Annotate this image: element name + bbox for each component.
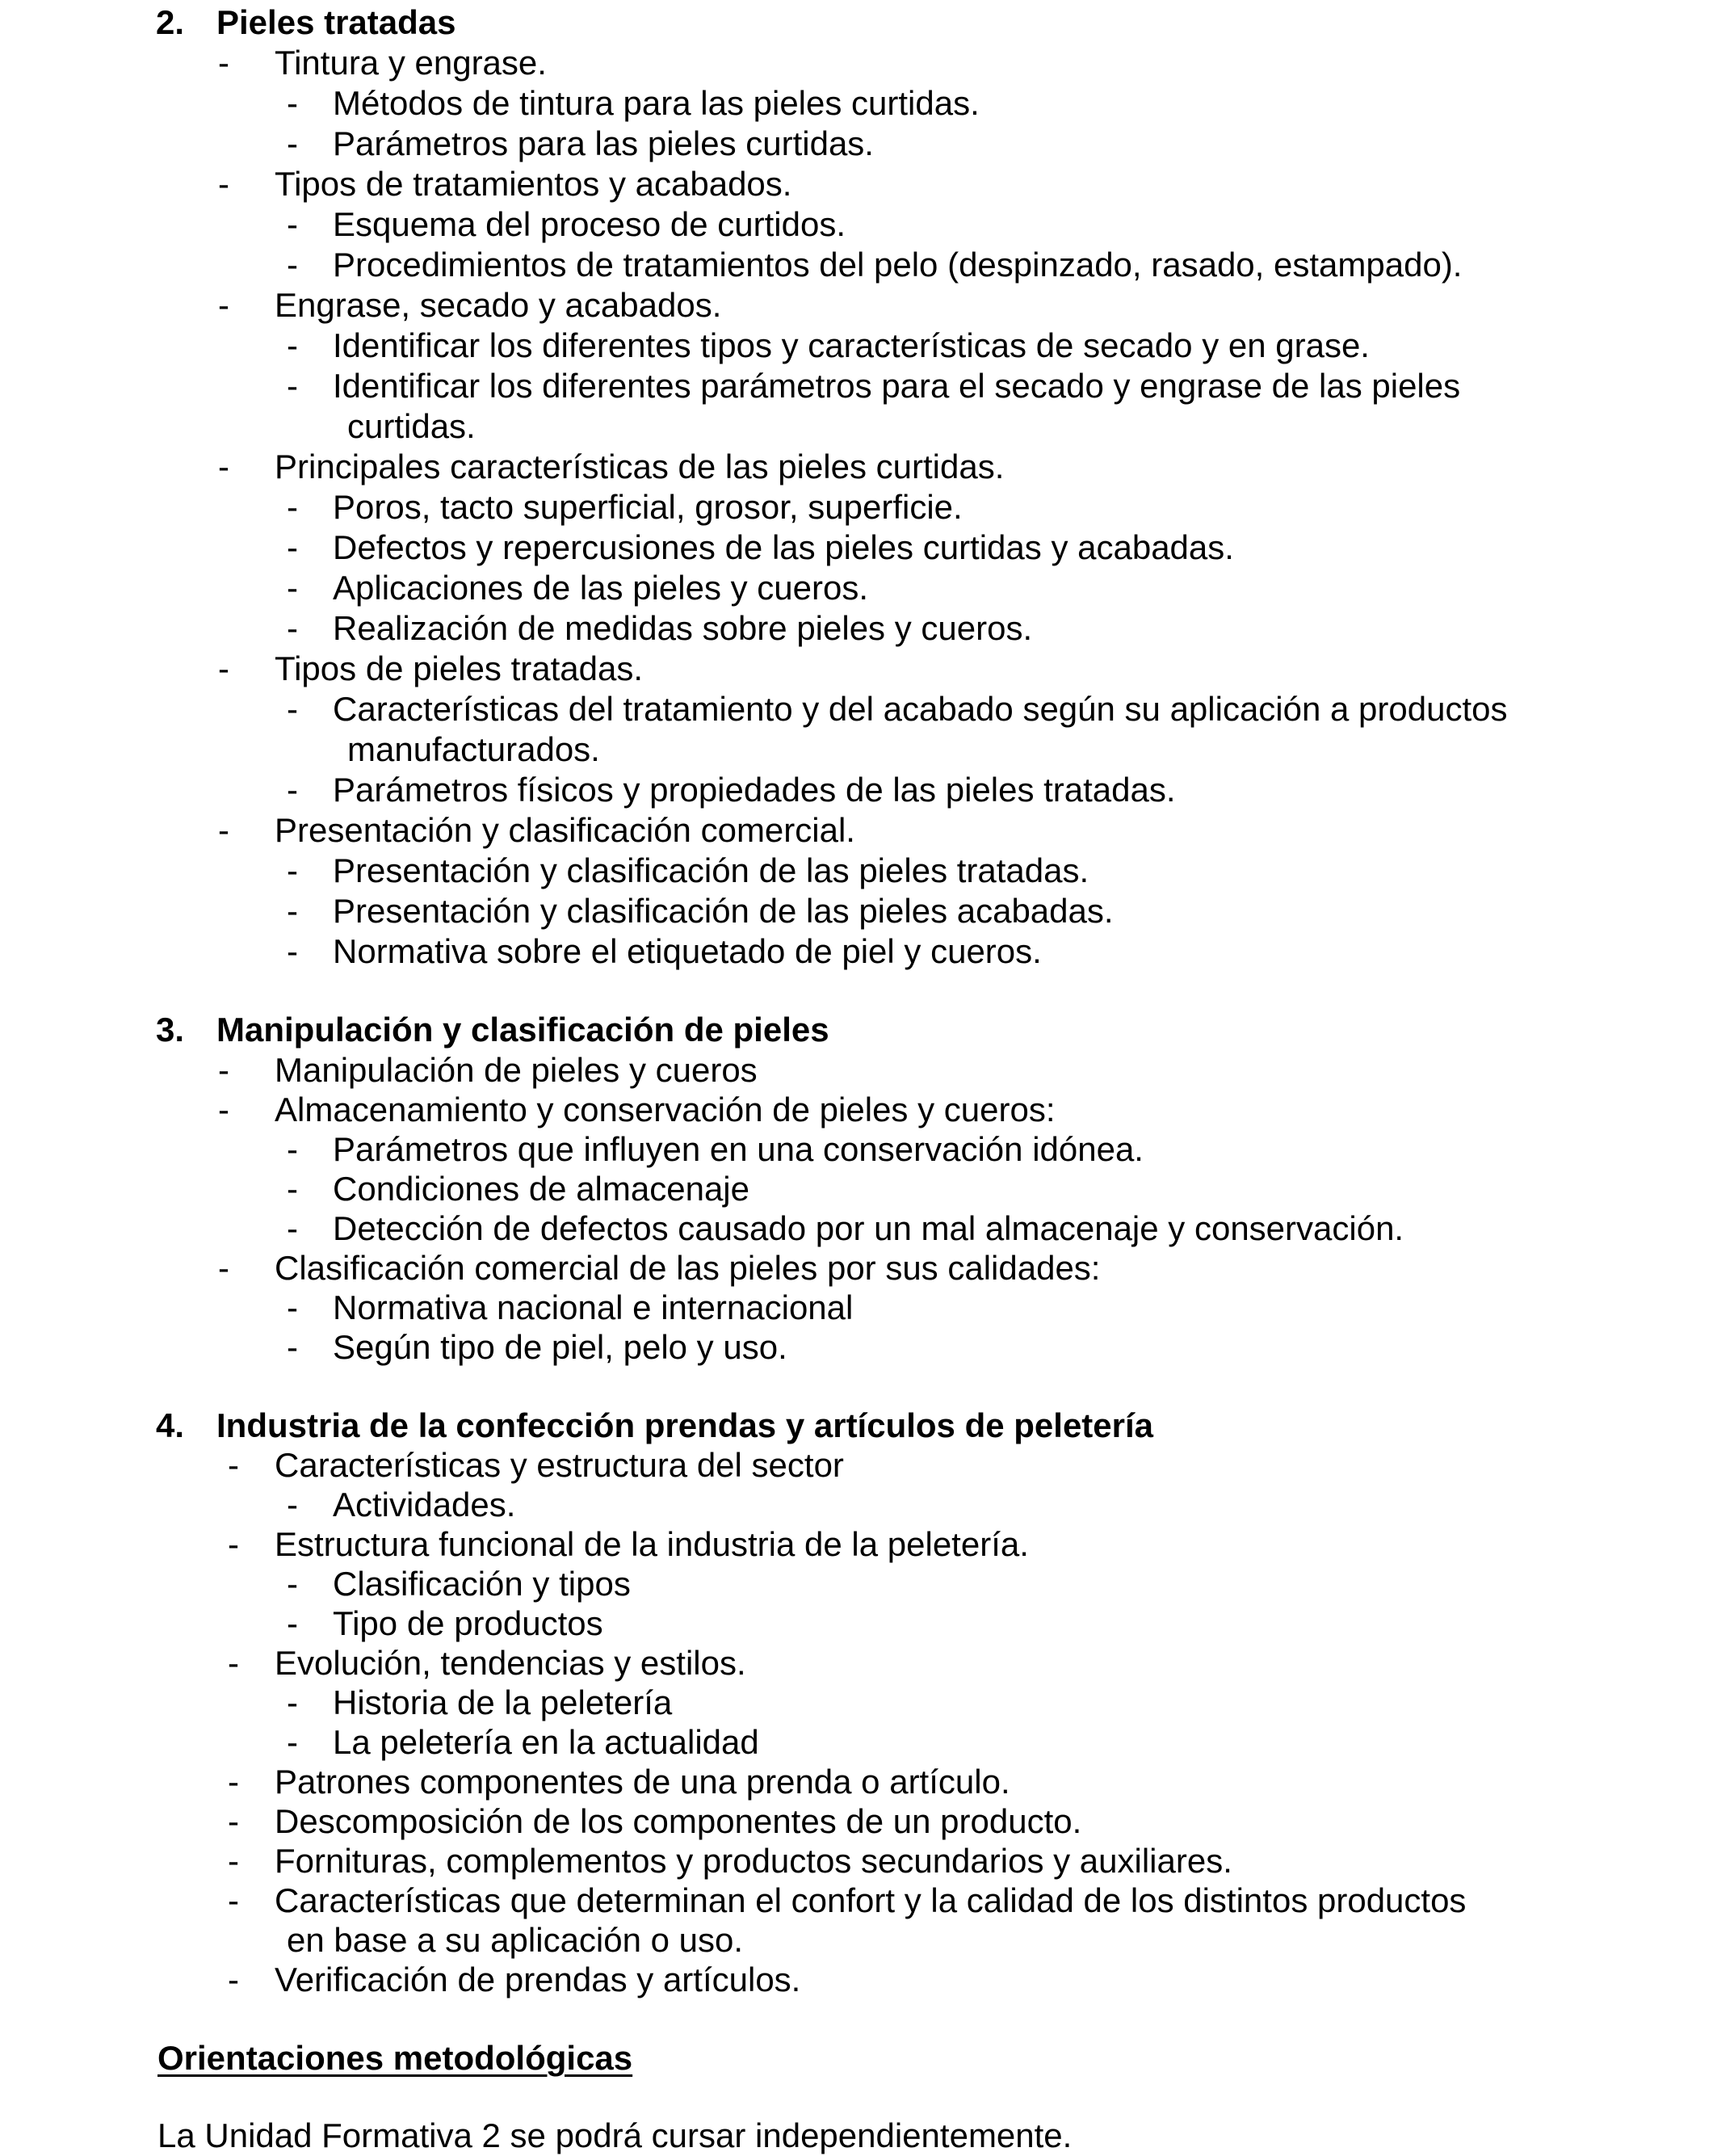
list-item-continuation: en base a su aplicación o uso. — [287, 1921, 744, 1959]
sub-list-item: La peletería en la actualidad — [333, 1723, 759, 1761]
sub-list-item-continuation: curtidas. — [347, 407, 476, 445]
list-item: Almacenamiento y conservación de pieles y cueros: — [275, 1091, 1056, 1128]
section-number: 4. — [156, 1406, 185, 1444]
list-item: Características y estructura del sector — [275, 1446, 844, 1484]
list-item: Manipulación de pieles y cueros — [275, 1051, 758, 1089]
section-title: Manipulación y clasificación de pieles — [216, 1011, 829, 1049]
bullet-dash: - — [287, 488, 298, 526]
bullet-dash: - — [218, 1051, 229, 1089]
list-item: Tipos de pieles tratadas. — [275, 649, 644, 687]
sub-list-item: Tipo de productos — [333, 1604, 603, 1642]
bullet-dash: - — [287, 1565, 298, 1603]
bullet-dash: - — [228, 1802, 239, 1840]
list-item: Engrase, secado y acabados. — [275, 286, 722, 324]
list-item: Presentación y clasificación comercial. — [275, 811, 855, 849]
bullet-dash: - — [287, 124, 298, 162]
sub-list-item: Parámetros que influyen en una conservación idónea. — [333, 1130, 1144, 1168]
bullet-dash: - — [287, 1170, 298, 1208]
sub-list-item: Características del tratamiento y del acabado según su aplicación a productos — [333, 690, 1508, 728]
bullet-dash: - — [228, 1525, 239, 1563]
sub-list-item: Parámetros para las pieles curtidas. — [333, 124, 874, 162]
bullet-dash: - — [287, 528, 298, 566]
bullet-dash: - — [218, 1091, 229, 1128]
sub-list-item: Identificar los diferentes parámetros para el secado y engrase de las pieles — [333, 367, 1461, 405]
bullet-dash: - — [218, 811, 229, 849]
bullet-dash: - — [287, 1683, 298, 1721]
sub-list-item: Presentación y clasificación de las pieles acabadas. — [333, 892, 1114, 930]
bullet-dash: - — [287, 609, 298, 647]
sub-list-item: Defectos y repercusiones de las pieles curtidas y acabadas. — [333, 528, 1234, 566]
bullet-dash: - — [287, 771, 298, 809]
bullet-dash: - — [287, 1288, 298, 1326]
sub-list-item: Según tipo de piel, pelo y uso. — [333, 1328, 787, 1366]
sub-list-item: Presentación y clasificación de las pieles tratadas. — [333, 851, 1089, 889]
section-title: Pieles tratadas — [216, 3, 456, 41]
bullet-dash: - — [228, 1446, 239, 1484]
bullet-dash: - — [218, 44, 229, 82]
bullet-dash: - — [287, 690, 298, 728]
list-item: Principales características de las pieles curtidas. — [275, 448, 1005, 485]
sub-list-item: Poros, tacto superficial, grosor, superficie. — [333, 488, 963, 526]
bullet-dash: - — [228, 1961, 239, 1998]
bullet-dash: - — [218, 286, 229, 324]
sub-list-item: Parámetros físicos y propiedades de las pieles tratadas. — [333, 771, 1176, 809]
bullet-dash: - — [287, 569, 298, 607]
sub-list-item: Realización de medidas sobre pieles y cueros. — [333, 609, 1033, 647]
list-item: Fornituras, complementos y productos secundarios y auxiliares. — [275, 1842, 1232, 1880]
section-number: 2. — [156, 3, 185, 41]
list-item: Evolución, tendencias y estilos. — [275, 1644, 746, 1682]
list-item: Patrones componentes de una prenda o artículo. — [275, 1763, 1010, 1801]
list-item: Características que determinan el confort y la calidad de los distintos productos — [275, 1881, 1467, 1919]
bullet-dash: - — [287, 1486, 298, 1523]
bullet-dash: - — [218, 1249, 229, 1287]
bullet-dash: - — [228, 1763, 239, 1801]
bullet-dash: - — [287, 1604, 298, 1642]
list-item: Verificación de prendas y artículos. — [275, 1961, 801, 1998]
bullet-dash: - — [218, 649, 229, 687]
bullet-dash: - — [287, 246, 298, 284]
bullet-dash: - — [287, 1209, 298, 1247]
sub-list-item-continuation: manufacturados. — [347, 730, 600, 768]
sub-list-item: Condiciones de almacenaje — [333, 1170, 749, 1208]
list-item: Descomposición de los componentes de un producto. — [275, 1802, 1082, 1840]
sub-list-item: Detección de defectos causado por un mal almacenaje y conservación. — [333, 1209, 1404, 1247]
orientaciones-text: La Unidad Formativa 2 se podrá cursar independientemente. — [157, 2116, 1073, 2154]
sub-list-item: Métodos de tintura para las pieles curtidas. — [333, 84, 980, 122]
bullet-dash: - — [287, 1130, 298, 1168]
bullet-dash: - — [287, 205, 298, 243]
sub-list-item: Normativa sobre el etiquetado de piel y cueros. — [333, 932, 1042, 970]
sub-list-item: Actividades. — [333, 1486, 516, 1523]
section-number: 3. — [156, 1011, 185, 1049]
orientaciones-heading: Orientaciones metodológicas — [157, 2039, 633, 2077]
bullet-dash: - — [287, 326, 298, 364]
sub-list-item: Procedimientos de tratamientos del pelo (despinzado, rasado, estampado). — [333, 246, 1463, 284]
sub-list-item: Identificar los diferentes tipos y características de secado y en grase. — [333, 326, 1370, 364]
bullet-dash: - — [287, 851, 298, 889]
list-item: Clasificación comercial de las pieles por sus calidades: — [275, 1249, 1101, 1287]
sub-list-item: Esquema del proceso de curtidos. — [333, 205, 846, 243]
list-item: Estructura funcional de la industria de la peletería. — [275, 1525, 1029, 1563]
bullet-dash: - — [287, 892, 298, 930]
bullet-dash: - — [287, 367, 298, 405]
section-title: Industria de la confección prendas y artículos de peletería — [216, 1406, 1154, 1444]
list-item: Tintura y engrase. — [275, 44, 547, 82]
list-item: Tipos de tratamientos y acabados. — [275, 165, 792, 203]
sub-list-item: Clasificación y tipos — [333, 1565, 631, 1603]
bullet-dash: - — [228, 1644, 239, 1682]
bullet-dash: - — [218, 448, 229, 485]
sub-list-item: Normativa nacional e internacional — [333, 1288, 854, 1326]
sub-list-item: Historia de la peletería — [333, 1683, 673, 1721]
bullet-dash: - — [287, 84, 298, 122]
bullet-dash: - — [287, 1723, 298, 1761]
bullet-dash: - — [228, 1881, 239, 1919]
bullet-dash: - — [287, 932, 298, 970]
bullet-dash: - — [228, 1842, 239, 1880]
bullet-dash: - — [287, 1328, 298, 1366]
bullet-dash: - — [218, 165, 229, 203]
sub-list-item: Aplicaciones de las pieles y cueros. — [333, 569, 869, 607]
